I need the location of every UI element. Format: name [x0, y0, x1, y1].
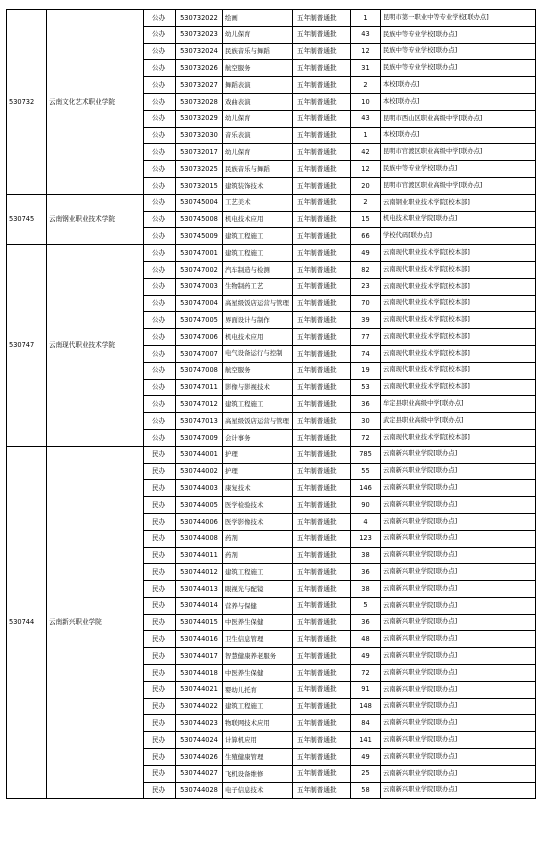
major-code: 530744008 — [176, 530, 223, 547]
plan-count: 72 — [351, 429, 381, 446]
teaching-site: 云南新兴职业学院[联办点] — [381, 782, 536, 799]
school-type: 民办 — [144, 547, 176, 564]
plan-count: 4 — [351, 513, 381, 530]
plan-count: 785 — [351, 446, 381, 463]
teaching-site: 云南现代职业技术学院[校本部] — [381, 345, 536, 362]
major-code: 530744011 — [176, 547, 223, 564]
major-name: 物联网技术应用 — [223, 715, 293, 732]
major-name: 工艺美术 — [223, 194, 293, 211]
admission-plan-table — [6, 9, 536, 799]
major-name: 建筑工程施工 — [223, 396, 293, 413]
major-name: 建筑工程施工 — [223, 245, 293, 262]
major-name: 营养与保健 — [223, 597, 293, 614]
teaching-site: 民族中等专业学校[联办点] — [381, 60, 536, 77]
enrollment-batch: 五年制普通批 — [293, 396, 351, 413]
plan-count: 30 — [351, 413, 381, 430]
major-name: 生物制药工艺 — [223, 278, 293, 295]
table-row — [7, 194, 536, 211]
major-code: 530747003 — [176, 278, 223, 295]
plan-count: 23 — [351, 278, 381, 295]
major-name: 护理 — [223, 463, 293, 480]
plan-count: 43 — [351, 110, 381, 127]
plan-count: 148 — [351, 698, 381, 715]
major-name: 绘画 — [223, 10, 293, 27]
major-name: 护理 — [223, 446, 293, 463]
major-name: 音乐表演 — [223, 127, 293, 144]
major-code: 530744013 — [176, 581, 223, 598]
enrollment-batch: 五年制普通批 — [293, 60, 351, 77]
plan-count: 2 — [351, 77, 381, 94]
school-type: 民办 — [144, 497, 176, 514]
enrollment-batch: 五年制普通批 — [293, 446, 351, 463]
plan-count: 49 — [351, 648, 381, 665]
major-name: 医学检验技术 — [223, 497, 293, 514]
teaching-site: 云南新兴职业学院[联办点] — [381, 480, 536, 497]
table-row — [7, 245, 536, 262]
teaching-site: 云南新兴职业学院[联办点] — [381, 749, 536, 766]
major-name: 舞蹈表演 — [223, 77, 293, 94]
teaching-site: 民族中等专业学校[联办点] — [381, 26, 536, 43]
school-type: 民办 — [144, 715, 176, 732]
school-type: 公办 — [144, 194, 176, 211]
school-type: 公办 — [144, 43, 176, 60]
major-name: 电子信息技术 — [223, 782, 293, 799]
major-code: 530747012 — [176, 396, 223, 413]
major-name: 婴幼儿托育 — [223, 681, 293, 698]
enrollment-batch: 五年制普通批 — [293, 648, 351, 665]
major-code: 530744021 — [176, 681, 223, 698]
plan-count: 5 — [351, 597, 381, 614]
school-type: 民办 — [144, 530, 176, 547]
major-code: 530744015 — [176, 614, 223, 631]
teaching-site: 云南新兴职业学院[联办点] — [381, 715, 536, 732]
major-code: 530747001 — [176, 245, 223, 262]
teaching-site: 云南现代职业技术学院[校本部] — [381, 245, 536, 262]
enrollment-batch: 五年制普通批 — [293, 530, 351, 547]
plan-count: 123 — [351, 530, 381, 547]
plan-count: 20 — [351, 177, 381, 194]
teaching-site: 云南现代职业技术学院[校本部] — [381, 295, 536, 312]
plan-count: 2 — [351, 194, 381, 211]
teaching-site: 云南新兴职业学院[联办点] — [381, 564, 536, 581]
major-name: 民族音乐与舞蹈 — [223, 43, 293, 60]
enrollment-batch: 五年制普通批 — [293, 497, 351, 514]
plan-count: 49 — [351, 749, 381, 766]
major-name: 汽车制造与检测 — [223, 261, 293, 278]
enrollment-batch: 五年制普通批 — [293, 749, 351, 766]
enrollment-batch: 五年制普通批 — [293, 93, 351, 110]
school-type: 民办 — [144, 614, 176, 631]
plan-count: 12 — [351, 43, 381, 60]
plan-count: 49 — [351, 245, 381, 262]
school-type: 民办 — [144, 782, 176, 799]
school-type: 民办 — [144, 732, 176, 749]
teaching-site: 云南现代职业技术学院[校本部] — [381, 312, 536, 329]
major-name: 智慧健康养老服务 — [223, 648, 293, 665]
enrollment-batch: 五年制普通批 — [293, 312, 351, 329]
school-type: 公办 — [144, 77, 176, 94]
major-code: 530744027 — [176, 765, 223, 782]
major-name: 中医养生保健 — [223, 665, 293, 682]
school-type: 民办 — [144, 581, 176, 598]
plan-count: 91 — [351, 681, 381, 698]
enrollment-batch: 五年制普通批 — [293, 681, 351, 698]
major-code: 530747002 — [176, 261, 223, 278]
major-name: 卫生信息管理 — [223, 631, 293, 648]
major-code: 530732029 — [176, 110, 223, 127]
major-code: 530732022 — [176, 10, 223, 27]
school-type: 民办 — [144, 463, 176, 480]
institution-code: 530745 — [7, 194, 47, 244]
school-type: 民办 — [144, 698, 176, 715]
school-type: 公办 — [144, 177, 176, 194]
major-code: 530745008 — [176, 211, 223, 228]
teaching-site: 民族中等专业学校[联办点] — [381, 43, 536, 60]
teaching-site: 云南新兴职业学院[联办点] — [381, 513, 536, 530]
plan-count: 12 — [351, 161, 381, 178]
enrollment-batch: 五年制普通批 — [293, 513, 351, 530]
major-code: 530744018 — [176, 665, 223, 682]
school-type: 公办 — [144, 93, 176, 110]
major-code: 530744001 — [176, 446, 223, 463]
plan-count: 53 — [351, 379, 381, 396]
major-name: 机电技术应用 — [223, 211, 293, 228]
enrollment-batch: 五年制普通批 — [293, 698, 351, 715]
school-type: 民办 — [144, 513, 176, 530]
enrollment-batch: 五年制普通批 — [293, 413, 351, 430]
plan-count: 77 — [351, 329, 381, 346]
plan-count: 19 — [351, 362, 381, 379]
school-type: 民办 — [144, 597, 176, 614]
enrollment-batch: 五年制普通批 — [293, 43, 351, 60]
major-code: 530732023 — [176, 26, 223, 43]
enrollment-batch: 五年制普通批 — [293, 161, 351, 178]
school-type: 民办 — [144, 480, 176, 497]
school-type: 公办 — [144, 26, 176, 43]
plan-count: 38 — [351, 581, 381, 598]
teaching-site: 云南新兴职业学院[联办点] — [381, 497, 536, 514]
major-name: 航空服务 — [223, 362, 293, 379]
teaching-site: 云南现代职业技术学院[校本部] — [381, 278, 536, 295]
major-code: 530745009 — [176, 228, 223, 245]
plan-count: 58 — [351, 782, 381, 799]
major-name: 航空服务 — [223, 60, 293, 77]
enrollment-batch: 五年制普通批 — [293, 77, 351, 94]
major-name: 康复技术 — [223, 480, 293, 497]
plan-count: 146 — [351, 480, 381, 497]
major-name: 影像与影视技术 — [223, 379, 293, 396]
school-type: 公办 — [144, 144, 176, 161]
enrollment-batch: 五年制普通批 — [293, 228, 351, 245]
plan-count: 70 — [351, 295, 381, 312]
major-code: 530744026 — [176, 749, 223, 766]
major-code: 530732028 — [176, 93, 223, 110]
major-code: 530747009 — [176, 429, 223, 446]
major-name: 高星级饭店运营与管理 — [223, 413, 293, 430]
major-code: 530744024 — [176, 732, 223, 749]
school-type: 公办 — [144, 379, 176, 396]
institution-name: 云南现代职业技术学院 — [47, 245, 144, 447]
plan-count: 36 — [351, 564, 381, 581]
plan-count: 82 — [351, 261, 381, 278]
plan-count: 36 — [351, 396, 381, 413]
enrollment-batch: 五年制普通批 — [293, 10, 351, 27]
plan-count: 84 — [351, 715, 381, 732]
major-name: 计算机应用 — [223, 732, 293, 749]
teaching-site: 云南新兴职业学院[联办点] — [381, 665, 536, 682]
school-type: 民办 — [144, 765, 176, 782]
teaching-site: 昆明市官渡区职业高级中学[联办点] — [381, 177, 536, 194]
enrollment-batch: 五年制普通批 — [293, 564, 351, 581]
table-row — [7, 10, 536, 27]
major-name: 界面设计与制作 — [223, 312, 293, 329]
school-type: 公办 — [144, 60, 176, 77]
plan-count: 10 — [351, 93, 381, 110]
table-body — [7, 10, 536, 799]
plan-count: 1 — [351, 127, 381, 144]
major-name: 机电技术应用 — [223, 329, 293, 346]
school-type: 民办 — [144, 446, 176, 463]
major-code: 530732017 — [176, 144, 223, 161]
enrollment-batch: 五年制普通批 — [293, 194, 351, 211]
school-type: 公办 — [144, 10, 176, 27]
institution-name: 云南钢业职业技术学院 — [47, 194, 144, 244]
plan-count: 25 — [351, 765, 381, 782]
school-type: 公办 — [144, 261, 176, 278]
school-type: 公办 — [144, 295, 176, 312]
school-type: 公办 — [144, 413, 176, 430]
enrollment-batch: 五年制普通批 — [293, 614, 351, 631]
plan-count: 72 — [351, 665, 381, 682]
school-type: 公办 — [144, 110, 176, 127]
major-name: 中医养生保健 — [223, 614, 293, 631]
major-name: 电气设备运行与控制 — [223, 345, 293, 362]
major-code: 530744002 — [176, 463, 223, 480]
major-name: 戏曲表演 — [223, 93, 293, 110]
major-name: 会计事务 — [223, 429, 293, 446]
major-name: 药剂 — [223, 547, 293, 564]
major-code: 530744023 — [176, 715, 223, 732]
teaching-site: 云南现代职业技术学院[校本部] — [381, 429, 536, 446]
major-name: 建筑工程施工 — [223, 228, 293, 245]
major-code: 530744005 — [176, 497, 223, 514]
major-name: 民族音乐与舞蹈 — [223, 161, 293, 178]
major-code: 530744028 — [176, 782, 223, 799]
major-code: 530732026 — [176, 60, 223, 77]
major-name: 幼儿保育 — [223, 26, 293, 43]
major-code: 530747011 — [176, 379, 223, 396]
school-type: 民办 — [144, 681, 176, 698]
major-code: 530744016 — [176, 631, 223, 648]
enrollment-batch: 五年制普通批 — [293, 429, 351, 446]
plan-count: 55 — [351, 463, 381, 480]
major-name: 建筑装饰技术 — [223, 177, 293, 194]
enrollment-batch: 五年制普通批 — [293, 261, 351, 278]
enrollment-batch: 五年制普通批 — [293, 110, 351, 127]
major-code: 530747007 — [176, 345, 223, 362]
school-type: 公办 — [144, 245, 176, 262]
teaching-site: 云南新兴职业学院[联办点] — [381, 547, 536, 564]
school-type: 民办 — [144, 648, 176, 665]
major-name: 眼视光与配镜 — [223, 581, 293, 598]
teaching-site: 昆明市第一职业中等专业学校[联办点] — [381, 10, 536, 27]
plan-count: 1 — [351, 10, 381, 27]
teaching-site: 云南现代职业技术学院[校本部] — [381, 329, 536, 346]
major-code: 530744003 — [176, 480, 223, 497]
teaching-site: 学校代码[联办点] — [381, 228, 536, 245]
enrollment-batch: 五年制普通批 — [293, 631, 351, 648]
major-name: 飞机设备维修 — [223, 765, 293, 782]
enrollment-batch: 五年制普通批 — [293, 765, 351, 782]
teaching-site: 云南现代职业技术学院[校本部] — [381, 261, 536, 278]
major-code: 530747005 — [176, 312, 223, 329]
major-code: 530745004 — [176, 194, 223, 211]
school-type: 公办 — [144, 329, 176, 346]
teaching-site: 牟定县职业高级中学[联办点] — [381, 396, 536, 413]
teaching-site: 本校[联办点] — [381, 127, 536, 144]
school-type: 公办 — [144, 345, 176, 362]
teaching-site: 云南新兴职业学院[联办点] — [381, 530, 536, 547]
major-code: 530744017 — [176, 648, 223, 665]
teaching-site: 昆明市西山区职业高级中学[联办点] — [381, 110, 536, 127]
major-name: 药剂 — [223, 530, 293, 547]
major-code: 530744022 — [176, 698, 223, 715]
teaching-site: 云南新兴职业学院[联办点] — [381, 597, 536, 614]
enrollment-batch: 五年制普通批 — [293, 26, 351, 43]
enrollment-batch: 五年制普通批 — [293, 715, 351, 732]
major-code: 530732015 — [176, 177, 223, 194]
enrollment-batch: 五年制普通批 — [293, 245, 351, 262]
teaching-site: 云南新兴职业学院[联办点] — [381, 631, 536, 648]
teaching-site: 武定县职业高级中学[联办点] — [381, 413, 536, 430]
institution-code: 530744 — [7, 446, 47, 799]
plan-count: 39 — [351, 312, 381, 329]
enrollment-batch: 五年制普通批 — [293, 127, 351, 144]
major-code: 530732024 — [176, 43, 223, 60]
teaching-site: 云南新兴职业学院[联办点] — [381, 648, 536, 665]
teaching-site: 云南新兴职业学院[联办点] — [381, 581, 536, 598]
teaching-site: 本校[联办点] — [381, 93, 536, 110]
teaching-site: 云南新兴职业学院[联办点] — [381, 463, 536, 480]
enrollment-batch: 五年制普通批 — [293, 345, 351, 362]
plan-count: 90 — [351, 497, 381, 514]
plan-count: 43 — [351, 26, 381, 43]
enrollment-batch: 五年制普通批 — [293, 144, 351, 161]
major-name: 医学影像技术 — [223, 513, 293, 530]
school-type: 公办 — [144, 211, 176, 228]
enrollment-batch: 五年制普通批 — [293, 177, 351, 194]
major-code: 530744006 — [176, 513, 223, 530]
enrollment-batch: 五年制普通批 — [293, 329, 351, 346]
enrollment-batch: 五年制普通批 — [293, 379, 351, 396]
major-name: 生殖健康管理 — [223, 749, 293, 766]
enrollment-batch: 五年制普通批 — [293, 547, 351, 564]
school-type: 公办 — [144, 127, 176, 144]
school-type: 公办 — [144, 429, 176, 446]
school-type: 公办 — [144, 396, 176, 413]
teaching-site: 云南新兴职业学院[联办点] — [381, 681, 536, 698]
major-name: 高星级饭店运营与管理 — [223, 295, 293, 312]
teaching-site: 云南新兴职业学院[联办点] — [381, 765, 536, 782]
major-code: 530732030 — [176, 127, 223, 144]
enrollment-batch: 五年制普通批 — [293, 597, 351, 614]
major-code: 530744014 — [176, 597, 223, 614]
plan-count: 42 — [351, 144, 381, 161]
plan-count: 15 — [351, 211, 381, 228]
plan-count: 38 — [351, 547, 381, 564]
institution-name: 云南文化艺术职业学院 — [47, 10, 144, 195]
school-type: 民办 — [144, 665, 176, 682]
institution-code: 530732 — [7, 10, 47, 195]
teaching-site: 昆明市官渡区职业高级中学[联办点] — [381, 144, 536, 161]
school-type: 公办 — [144, 161, 176, 178]
plan-count: 48 — [351, 631, 381, 648]
institution-code: 530747 — [7, 245, 47, 447]
plan-count: 66 — [351, 228, 381, 245]
major-code: 530744012 — [176, 564, 223, 581]
teaching-site: 云南新兴职业学院[联办点] — [381, 698, 536, 715]
teaching-site: 机电技术职业学院[联办点] — [381, 211, 536, 228]
enrollment-batch: 五年制普通批 — [293, 463, 351, 480]
school-type: 公办 — [144, 312, 176, 329]
major-code: 530732025 — [176, 161, 223, 178]
major-name: 幼儿保育 — [223, 110, 293, 127]
teaching-site: 云南新兴职业学院[联办点] — [381, 446, 536, 463]
teaching-site: 民族中等专业学校[联办点] — [381, 161, 536, 178]
major-code: 530732027 — [176, 77, 223, 94]
school-type: 民办 — [144, 631, 176, 648]
plan-count: 36 — [351, 614, 381, 631]
teaching-site: 云南钢业职业技术学院[校本部] — [381, 194, 536, 211]
major-code: 530747008 — [176, 362, 223, 379]
teaching-site: 云南现代职业技术学院[校本部] — [381, 379, 536, 396]
plan-count: 31 — [351, 60, 381, 77]
school-type: 民办 — [144, 749, 176, 766]
school-type: 公办 — [144, 362, 176, 379]
enrollment-batch: 五年制普通批 — [293, 362, 351, 379]
school-type: 民办 — [144, 564, 176, 581]
teaching-site: 云南现代职业技术学院[校本部] — [381, 362, 536, 379]
enrollment-batch: 五年制普通批 — [293, 665, 351, 682]
enrollment-batch: 五年制普通批 — [293, 278, 351, 295]
table-row — [7, 446, 536, 463]
major-code: 530747006 — [176, 329, 223, 346]
plan-count: 74 — [351, 345, 381, 362]
enrollment-batch: 五年制普通批 — [293, 581, 351, 598]
major-name: 建筑工程施工 — [223, 564, 293, 581]
enrollment-batch: 五年制普通批 — [293, 295, 351, 312]
institution-name: 云南新兴职业学院 — [47, 446, 144, 799]
major-code: 530747013 — [176, 413, 223, 430]
school-type: 公办 — [144, 228, 176, 245]
teaching-site: 本校[联办点] — [381, 77, 536, 94]
enrollment-batch: 五年制普通批 — [293, 480, 351, 497]
enrollment-batch: 五年制普通批 — [293, 782, 351, 799]
teaching-site: 云南新兴职业学院[联办点] — [381, 614, 536, 631]
major-name: 建筑工程施工 — [223, 698, 293, 715]
major-name: 幼儿保育 — [223, 144, 293, 161]
teaching-site: 云南新兴职业学院[联办点] — [381, 732, 536, 749]
enrollment-batch: 五年制普通批 — [293, 732, 351, 749]
major-code: 530747004 — [176, 295, 223, 312]
plan-count: 141 — [351, 732, 381, 749]
enrollment-batch: 五年制普通批 — [293, 211, 351, 228]
school-type: 公办 — [144, 278, 176, 295]
